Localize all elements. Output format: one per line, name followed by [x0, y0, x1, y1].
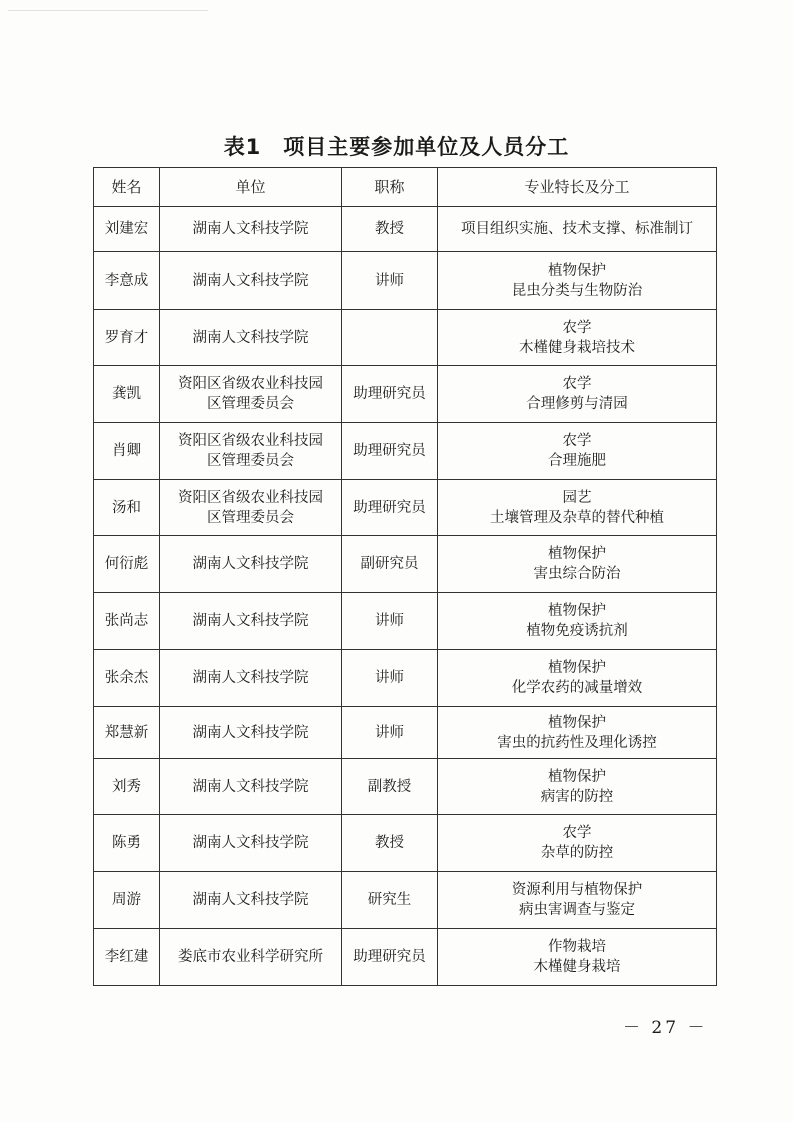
cell-unit — [160, 815, 342, 872]
cell-unit — [160, 480, 342, 536]
cell-name: 张余杰 — [94, 650, 160, 707]
cell-name: 龚凯 — [94, 366, 160, 423]
cell-specialty-line: 杂草的防控 — [540, 845, 614, 861]
cell-unit — [160, 593, 342, 650]
table-title: 表1 项目主要参加单位及人员分工 — [223, 135, 570, 159]
cell-specialty-line: 植物保护 — [548, 546, 606, 562]
header-unit: 单位 — [160, 168, 342, 207]
table-row — [94, 929, 717, 986]
cell-specialty-line: 植物免疫诱抗剂 — [526, 623, 628, 639]
cell-name: 李红建 — [94, 929, 160, 986]
table-row — [94, 536, 717, 593]
cell-specialty-line: 植物保护 — [548, 714, 606, 731]
cell-specialty-line: 合理施肥 — [548, 453, 606, 469]
table-row — [94, 423, 717, 480]
cell-specialty-line: 园艺 — [562, 489, 592, 506]
cell-specialty — [438, 480, 717, 536]
cell-specialty-line: 土壤管理及杂草的替代种植 — [490, 509, 664, 526]
table-row — [94, 480, 717, 536]
cell-unit-line: 湖南人文科技学院 — [192, 613, 309, 629]
cell-name: 肖卿 — [94, 423, 160, 480]
cell-unit-line: 区管理委员会 — [207, 453, 294, 469]
cell-unit-line: 湖南人文科技学院 — [192, 778, 309, 795]
cell-specialty-line: 植物保护 — [548, 660, 606, 676]
cell-specialty — [438, 310, 717, 366]
cell-specialty-line: 木槿健身栽培技术 — [519, 339, 635, 356]
cell-unit — [160, 707, 342, 759]
cell-title: 研究生 — [342, 872, 438, 929]
page-number: － 27 － — [623, 1018, 708, 1038]
cell-unit-line: 资阳区省级农业科技园 — [178, 433, 323, 449]
cell-title: 助理研究员 — [342, 929, 438, 986]
staff-table — [93, 167, 717, 986]
cell-title: 副教授 — [342, 759, 438, 815]
cell-specialty-line: 害虫的抗药性及理化诱控 — [497, 734, 657, 751]
cell-specialty-line: 作物栽培 — [548, 939, 606, 955]
cell-title — [342, 310, 438, 366]
cell-title: 教授 — [342, 207, 438, 252]
cell-name: 刘秀 — [94, 759, 160, 815]
table-header-row — [94, 168, 717, 207]
cell-specialty — [438, 815, 717, 872]
table-row — [94, 207, 717, 252]
cell-specialty-line: 植物保护 — [548, 603, 606, 619]
cell-specialty-line: 资源利用与植物保护 — [511, 882, 643, 898]
cell-specialty-line: 昆虫分类与生物防治 — [511, 282, 643, 299]
cell-name: 郑慧新 — [94, 707, 160, 759]
cell-specialty — [438, 759, 717, 815]
cell-unit-line: 区管理委员会 — [207, 396, 294, 412]
cell-specialty — [438, 536, 717, 593]
cell-title: 教授 — [342, 815, 438, 872]
cell-unit-line: 湖南人文科技学院 — [192, 272, 309, 289]
cell-unit — [160, 310, 342, 366]
cell-title: 助理研究员 — [342, 366, 438, 423]
page-top-rule — [8, 10, 208, 11]
cell-unit-line: 湖南人文科技学院 — [192, 892, 309, 908]
cell-specialty-line: 化学农药的减量增效 — [511, 680, 643, 696]
cell-specialty-line: 项目组织实施、技术支撑、标准制订 — [461, 221, 693, 237]
cell-unit — [160, 252, 342, 310]
cell-unit — [160, 536, 342, 593]
cell-specialty-line: 害虫综合防治 — [533, 566, 621, 582]
cell-title: 讲师 — [342, 707, 438, 759]
cell-unit-line: 湖南人文科技学院 — [192, 556, 309, 572]
cell-name: 何衍彪 — [94, 536, 160, 593]
cell-title: 讲师 — [342, 252, 438, 310]
cell-specialty — [438, 252, 717, 310]
cell-unit-line: 湖南人文科技学院 — [192, 724, 309, 741]
cell-specialty — [438, 929, 717, 986]
table-row — [94, 650, 717, 707]
cell-specialty — [438, 593, 717, 650]
cell-specialty — [438, 872, 717, 929]
cell-unit-line: 湖南人文科技学院 — [192, 221, 309, 237]
cell-specialty — [438, 207, 717, 252]
cell-unit-line: 娄底市农业科学研究所 — [178, 949, 323, 965]
cell-specialty — [438, 707, 717, 759]
cell-unit — [160, 759, 342, 815]
header-name: 姓名 — [94, 168, 160, 207]
cell-unit-line: 资阳区省级农业科技园 — [178, 376, 323, 392]
cell-name: 罗育才 — [94, 310, 160, 366]
cell-name: 张尚志 — [94, 593, 160, 650]
cell-specialty-line: 病虫害调查与鉴定 — [519, 902, 635, 918]
cell-unit-line: 湖南人文科技学院 — [192, 329, 309, 346]
cell-specialty — [438, 650, 717, 707]
cell-title: 讲师 — [342, 593, 438, 650]
table-row — [94, 310, 717, 366]
table-row — [94, 366, 717, 423]
cell-specialty-line: 农学 — [562, 319, 592, 336]
cell-specialty-line: 合理修剪与清园 — [526, 396, 628, 412]
table-row — [94, 252, 717, 310]
cell-name: 周游 — [94, 872, 160, 929]
cell-specialty — [438, 366, 717, 423]
cell-unit — [160, 423, 342, 480]
cell-unit — [160, 929, 342, 986]
cell-specialty-line: 农学 — [562, 433, 592, 449]
cell-unit-line: 资阳区省级农业科技园 — [178, 489, 323, 506]
cell-unit — [160, 650, 342, 707]
table-row — [94, 707, 717, 759]
cell-unit — [160, 207, 342, 252]
cell-specialty-line: 植物保护 — [548, 768, 606, 785]
cell-unit-line: 湖南人文科技学院 — [192, 670, 309, 686]
cell-title: 助理研究员 — [342, 480, 438, 536]
cell-unit-line: 区管理委员会 — [207, 509, 294, 526]
header-title: 职称 — [342, 168, 438, 207]
table-row — [94, 872, 717, 929]
cell-specialty-line: 植物保护 — [548, 262, 606, 279]
header-specialty: 专业特长及分工 — [438, 168, 717, 207]
cell-name: 陈勇 — [94, 815, 160, 872]
cell-specialty-line: 农学 — [562, 376, 592, 392]
cell-unit — [160, 366, 342, 423]
cell-name: 刘建宏 — [94, 207, 160, 252]
cell-specialty-line: 木槿健身栽培 — [533, 959, 621, 975]
cell-name: 李意成 — [94, 252, 160, 310]
cell-name: 汤和 — [94, 480, 160, 536]
cell-title: 讲师 — [342, 650, 438, 707]
cell-unit — [160, 872, 342, 929]
table-row — [94, 593, 717, 650]
cell-title: 助理研究员 — [342, 423, 438, 480]
cell-specialty-line: 病害的防控 — [540, 788, 614, 805]
cell-specialty-line: 农学 — [562, 825, 592, 841]
table-row — [94, 759, 717, 815]
cell-title: 副研究员 — [342, 536, 438, 593]
cell-unit-line: 湖南人文科技学院 — [192, 835, 309, 851]
table-row — [94, 815, 717, 872]
cell-specialty — [438, 423, 717, 480]
